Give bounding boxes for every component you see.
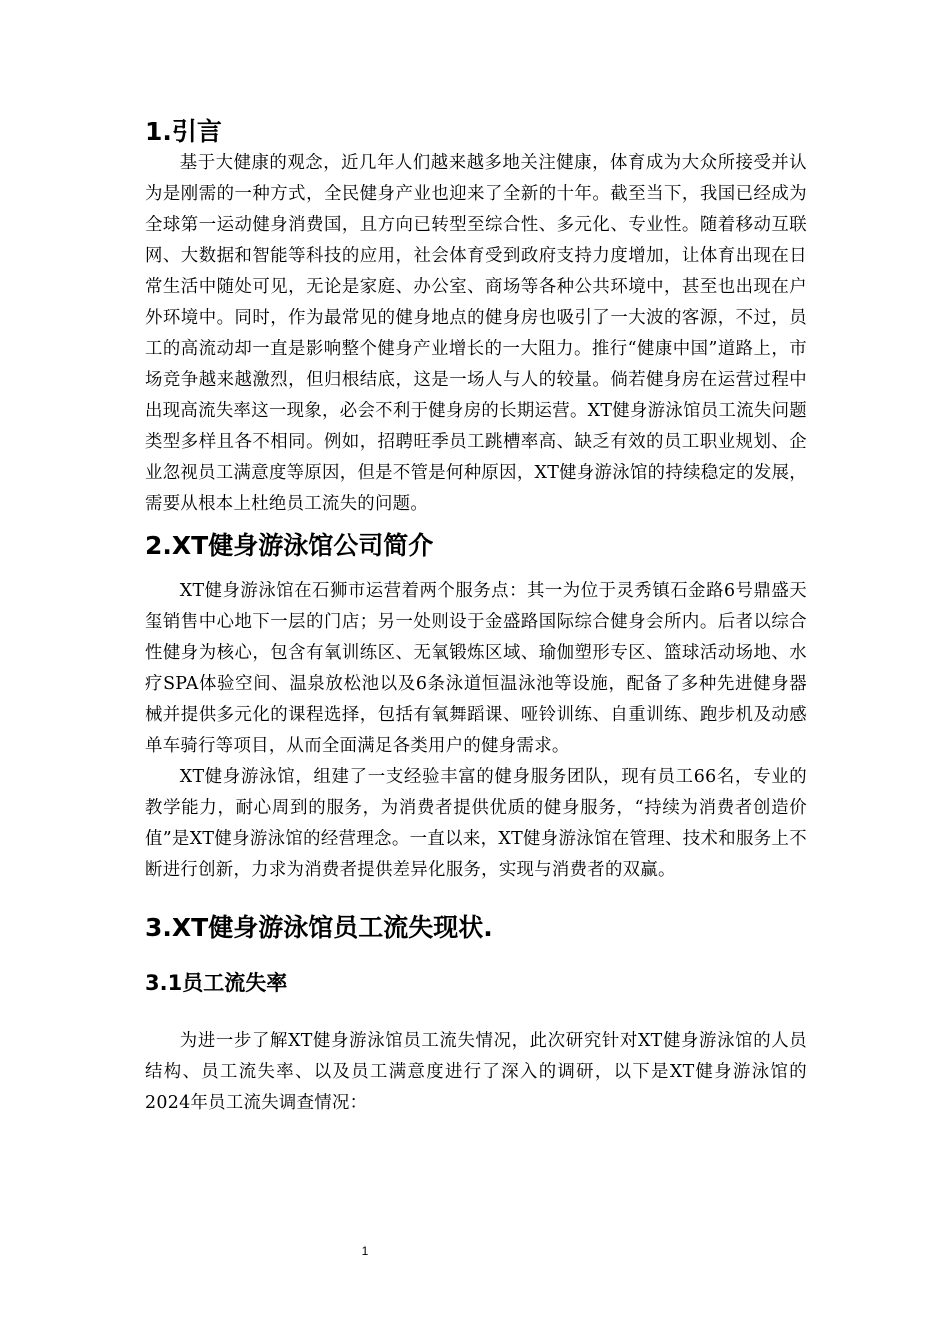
section-1-paragraph-1: 基于大健康的观念，近几年人们越来越多地关注健康，体育成为大众所接受并认为是刚需的一种方式，全民健身产业也迎来了全新的十年。截至当下，我国已经成为全球第一运动健身消费国，且方向已转型至综合性、多元化、专业性。随着移动互联网、大数据和智能等科技的应用，社会体育受到政府支持力度增加，让体育出现在日常生活中随处可见，无论是家庭、办公室、商场等各种公共环境中，甚至也出现在户外环境中。同时，作为最常见的健身地点的健身房也吸引了一大波的客源，不过，员工的高流动却一直是影响整个健身产业增长的一大阻力。推行“健康中国”道路上，市场竞争越来越激烈，但归根结底，这是一场人与人的较量。倘若健身房在运营过程中出现高流失率这一现象，必会不利于健身房的长期运营。XT健身游泳馆员工流失问题类型多样且各不相同。例如，招聘旺季员工跳槽率高、缺乏有效的员工职业规划、企业忽视员工满意度等原因，但是不管是何种原因，XT健身游泳馆的持续稳定的发展，需要从根本上杜绝员工流失的问题。 xyxy=(145,153,807,514)
section-3-heading: 3.XT健身游泳馆员工流失现状. xyxy=(145,913,493,942)
page-number: 1 xyxy=(361,1244,369,1258)
document-page xyxy=(145,112,807,1119)
section-3-1-paragraph-1: 为进一步了解XT健身游泳馆员工流失情况，此次研究针对XT健身游泳馆的人员结构、员工流失率、以及员工满意度进行了深入的调研，以下是XT健身游泳馆的2024年员工流失调查情况： xyxy=(145,1031,807,1113)
section-1-heading: 1.引言 xyxy=(145,117,222,146)
section-3-1-heading: 3.1员工流失率 xyxy=(145,971,288,995)
section-2-paragraph-2: XT健身游泳馆，组建了一支经验丰富的健身服务团队，现有员工66名，专业的教学能力，耐心周到的服务，为消费者提供优质的健身服务，“持续为消费者创造价值”是XT健身游泳馆的经营理念。一直以来，XT健身游泳馆在管理、技术和服务上不断进行创新，力求为消费者提供差异化服务，实现与消费者的双赢。 xyxy=(145,767,807,880)
section-2-paragraph-1: XT健身游泳馆在石狮市运营着两个服务点：其一为位于灵秀镇石金路6号鼎盛天玺销售中心地下一层的门店；另一处则设于金盛路国际综合健身会所内。后者以综合性健身为核心，包含有氧训练区、无氧锻炼区域、瑜伽塑形专区、篮球活动场地、水疗SPA体验空间、温泉放松池以及6条泳道恒温泳池等设施，配备了多种先进健身器械并提供多元化的课程选择，包括有氧舞蹈课、哑铃训练、自重训练、跑步机及动感单车骑行等项目，从而全面满足各类用户的健身需求。 xyxy=(145,581,807,756)
section-2-heading: 2.XT健身游泳馆公司简介 xyxy=(145,531,434,560)
